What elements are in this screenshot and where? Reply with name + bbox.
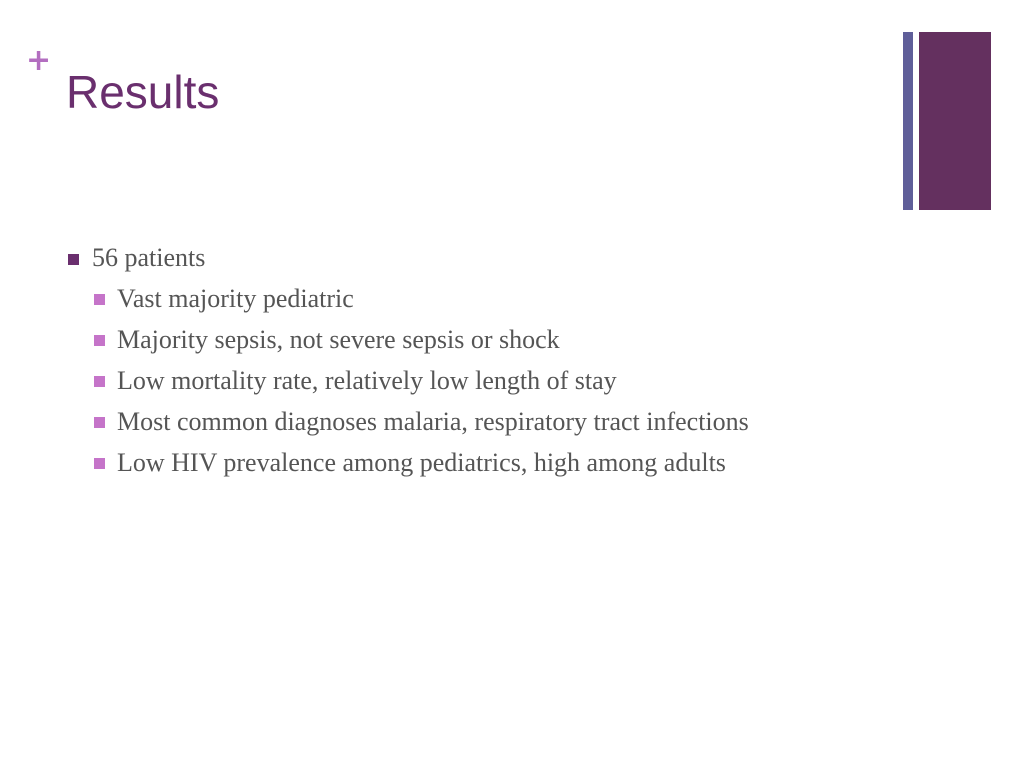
- plus-icon: +: [26, 43, 52, 78]
- decorative-bar-thick: [919, 32, 991, 210]
- list-item: [92, 446, 877, 480]
- bullet-list: [68, 240, 888, 487]
- list-item: [92, 405, 777, 439]
- list-item-text: Most common diagnoses malaria, respiratory tract infections: [117, 407, 749, 436]
- square-bullet-icon: [94, 458, 105, 469]
- square-bullet-icon: [94, 376, 105, 387]
- square-bullet-icon: [94, 417, 105, 428]
- list-item-text: Low mortality rate, relatively low length of stay: [117, 366, 617, 395]
- sub-bullet-list: [68, 282, 888, 480]
- decorative-bar-thin: [903, 32, 913, 210]
- list-item: [92, 323, 877, 357]
- square-bullet-icon: [94, 335, 105, 346]
- list-item-text: Low HIV prevalence among pediatrics, high among adults: [117, 448, 726, 477]
- list-item: [92, 364, 877, 398]
- list-item: [68, 240, 888, 276]
- list-item: [92, 282, 877, 316]
- list-item-text: 56 patients: [92, 243, 206, 272]
- square-bullet-icon: [68, 254, 79, 265]
- list-item-text: Vast majority pediatric: [117, 284, 354, 313]
- list-item-text: Majority sepsis, not severe sepsis or shock: [117, 325, 560, 354]
- square-bullet-icon: [94, 294, 105, 305]
- slide-title: Results: [66, 66, 220, 118]
